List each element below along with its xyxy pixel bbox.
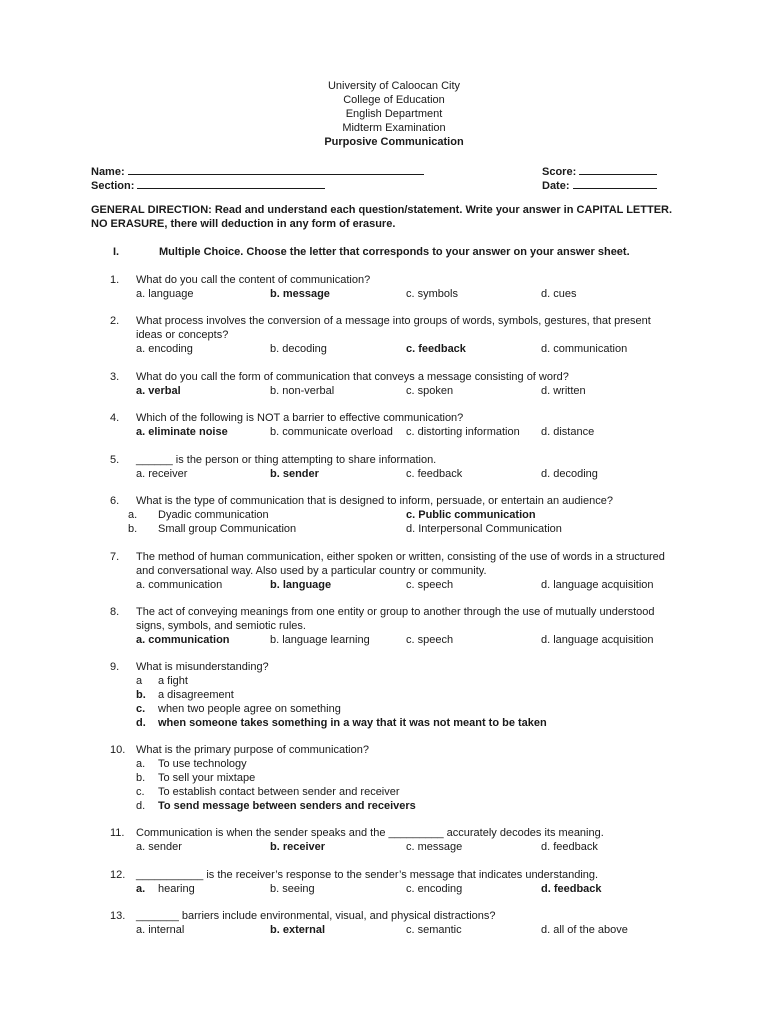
question-text: What do you call the content of communication? <box>136 274 371 286</box>
option-a: Dyadic communication <box>158 509 269 521</box>
college-name: College of Education <box>343 94 445 106</box>
option-a-letter: a. <box>136 883 146 895</box>
option-b: b. decoding <box>270 343 327 355</box>
question-number: 2. <box>110 315 120 327</box>
question-text: ______ is the person or thing attempting to share information. <box>136 454 437 466</box>
option-d: d. all of the above <box>541 924 628 936</box>
course-title: Purposive Communication <box>324 136 464 148</box>
option-d: d. feedback <box>541 883 602 895</box>
question-number: 11. <box>110 827 125 839</box>
name-blank <box>128 163 424 175</box>
option-c: c. Public communication <box>406 509 536 521</box>
option-b: b. receiver <box>270 841 326 853</box>
option-a: a. eliminate noise <box>136 426 228 438</box>
question-text: The method of human communication, either spoken or written, consisting of the use of words in a structured and conversational way. Also used by a particular country or community. <box>136 551 665 577</box>
question-number: 8. <box>110 606 120 618</box>
option-a-letter: a <box>136 675 143 687</box>
date-field <box>542 177 657 193</box>
option-a: a. communication <box>136 634 230 646</box>
question-text: _______ barriers include environmental, visual, and physical distractions? <box>136 910 496 922</box>
question-text: What is the type of communication that is designed to inform, persuade, or entertain an audience? <box>136 495 613 507</box>
option-a: hearing <box>158 883 195 895</box>
date-label: Date: <box>542 180 570 192</box>
option-a: To use technology <box>158 758 247 770</box>
option-c: c. feedback <box>406 468 463 480</box>
name-label: Name: <box>91 166 125 178</box>
option-d-letter: d. <box>136 717 146 729</box>
option-c: c. encoding <box>406 883 463 895</box>
option-d: To send message between senders and receivers <box>158 800 416 812</box>
option-a: a. internal <box>136 924 185 936</box>
option-b: To sell your mixtape <box>158 772 256 784</box>
question-text: Communication is when the sender speaks and the _________ accurately decodes its meaning. <box>136 827 604 839</box>
option-a: a. communication <box>136 579 223 591</box>
option-c-letter: c. <box>136 786 145 798</box>
option-b: b. message <box>270 288 330 300</box>
option-d: d. language acquisition <box>541 579 654 591</box>
date-blank <box>573 177 657 189</box>
score-label: Score: <box>542 166 577 178</box>
option-b: b. communicate overload <box>270 426 393 438</box>
option-b-letter: b. <box>136 689 146 701</box>
question-number: 7. <box>110 551 120 563</box>
option-a: a. verbal <box>136 385 181 397</box>
option-b: Small group Communication <box>158 523 297 535</box>
option-d: d. cues <box>541 288 577 300</box>
general-direction: GENERAL DIRECTION: Read and understand each question/statement. Write your answer in CAPITAL LETTER. NO ERASURE, there will deduction in any form of erasure. <box>91 204 673 230</box>
option-c: c. spoken <box>406 385 454 397</box>
question-text: The act of conveying meanings from one entity or group to another through the use of mutually understood signs, symbols, and semiotic rules. <box>136 606 655 632</box>
question-number: 6. <box>110 495 120 507</box>
option-b: b. sender <box>270 468 319 480</box>
question-number: 13. <box>110 910 126 922</box>
option-c-letter: c. <box>136 703 146 715</box>
question-number: 5. <box>110 454 120 466</box>
question-number: 12. <box>110 869 126 881</box>
exam-header <box>0 79 768 149</box>
option-b-letter: b. <box>136 772 146 784</box>
section-blank <box>137 177 325 189</box>
option-c: c. feedback <box>406 343 466 355</box>
question-text: ___________ is the receiver’s response to the sender’s message that indicates understanding. <box>136 869 599 881</box>
option-a: a. language <box>136 288 194 300</box>
exam-title: Midterm Examination <box>342 122 446 134</box>
section-number: I. <box>113 246 120 258</box>
option-a: a. sender <box>136 841 182 853</box>
question-text: What is the primary purpose of communication? <box>136 744 369 756</box>
option-d: d. communication <box>541 343 628 355</box>
section-label: Section: <box>91 180 135 192</box>
option-b: b. non-verbal <box>270 385 335 397</box>
question-number: 4. <box>110 412 120 424</box>
option-b: b. external <box>270 924 326 936</box>
question-number: 9. <box>110 661 120 673</box>
option-c: c. speech <box>406 634 454 646</box>
question-number: 1. <box>110 274 120 286</box>
score-blank <box>579 163 657 175</box>
question-text: What do you call the form of communication that conveys a message consisting of word? <box>136 371 569 383</box>
option-c: when two people agree on something <box>158 703 341 715</box>
option-a: a. receiver <box>136 468 188 480</box>
option-c: c. speech <box>406 579 454 591</box>
option-a-letter: a. <box>128 509 138 521</box>
section-field <box>91 177 325 193</box>
option-c: To establish contact between sender and receiver <box>158 786 400 798</box>
option-d: d. decoding <box>541 468 598 480</box>
option-b-letter: b. <box>128 523 138 535</box>
option-d: d. Interpersonal Communication <box>406 523 562 535</box>
option-a: a. encoding <box>136 343 193 355</box>
option-c: c. distorting information <box>406 426 520 438</box>
option-d-letter: d. <box>136 800 146 812</box>
option-a-letter: a. <box>136 758 146 770</box>
option-d: d. feedback <box>541 841 598 853</box>
question-number: 10. <box>110 744 126 756</box>
option-d: d. written <box>541 385 586 397</box>
question-number: 3. <box>110 371 120 383</box>
option-d: d. distance <box>541 426 595 438</box>
option-b: b. seeing <box>270 883 315 895</box>
section-instruction: Multiple Choice. Choose the letter that corresponds to your answer on your answer sheet. <box>159 246 630 258</box>
option-c: c. semantic <box>406 924 462 936</box>
question-text: Which of the following is NOT a barrier to effective communication? <box>136 412 464 424</box>
option-b: b. language learning <box>270 634 370 646</box>
university-name: University of Caloocan City <box>327 80 461 92</box>
option-a: a fight <box>158 675 188 687</box>
option-c: c. message <box>406 841 463 853</box>
question-text: What is misunderstanding? <box>136 661 269 673</box>
department-name: English Department <box>345 108 443 120</box>
option-b: b. language <box>270 579 332 591</box>
option-d: d. language acquisition <box>541 634 654 646</box>
option-d: when someone takes something in a way that it was not meant to be taken <box>158 717 547 729</box>
option-b: a disagreement <box>158 689 234 701</box>
question-text: What process involves the conversion of a message into groups of words, symbols, gestures, that present ideas or concepts? <box>136 315 651 341</box>
option-c: c. symbols <box>406 288 458 300</box>
